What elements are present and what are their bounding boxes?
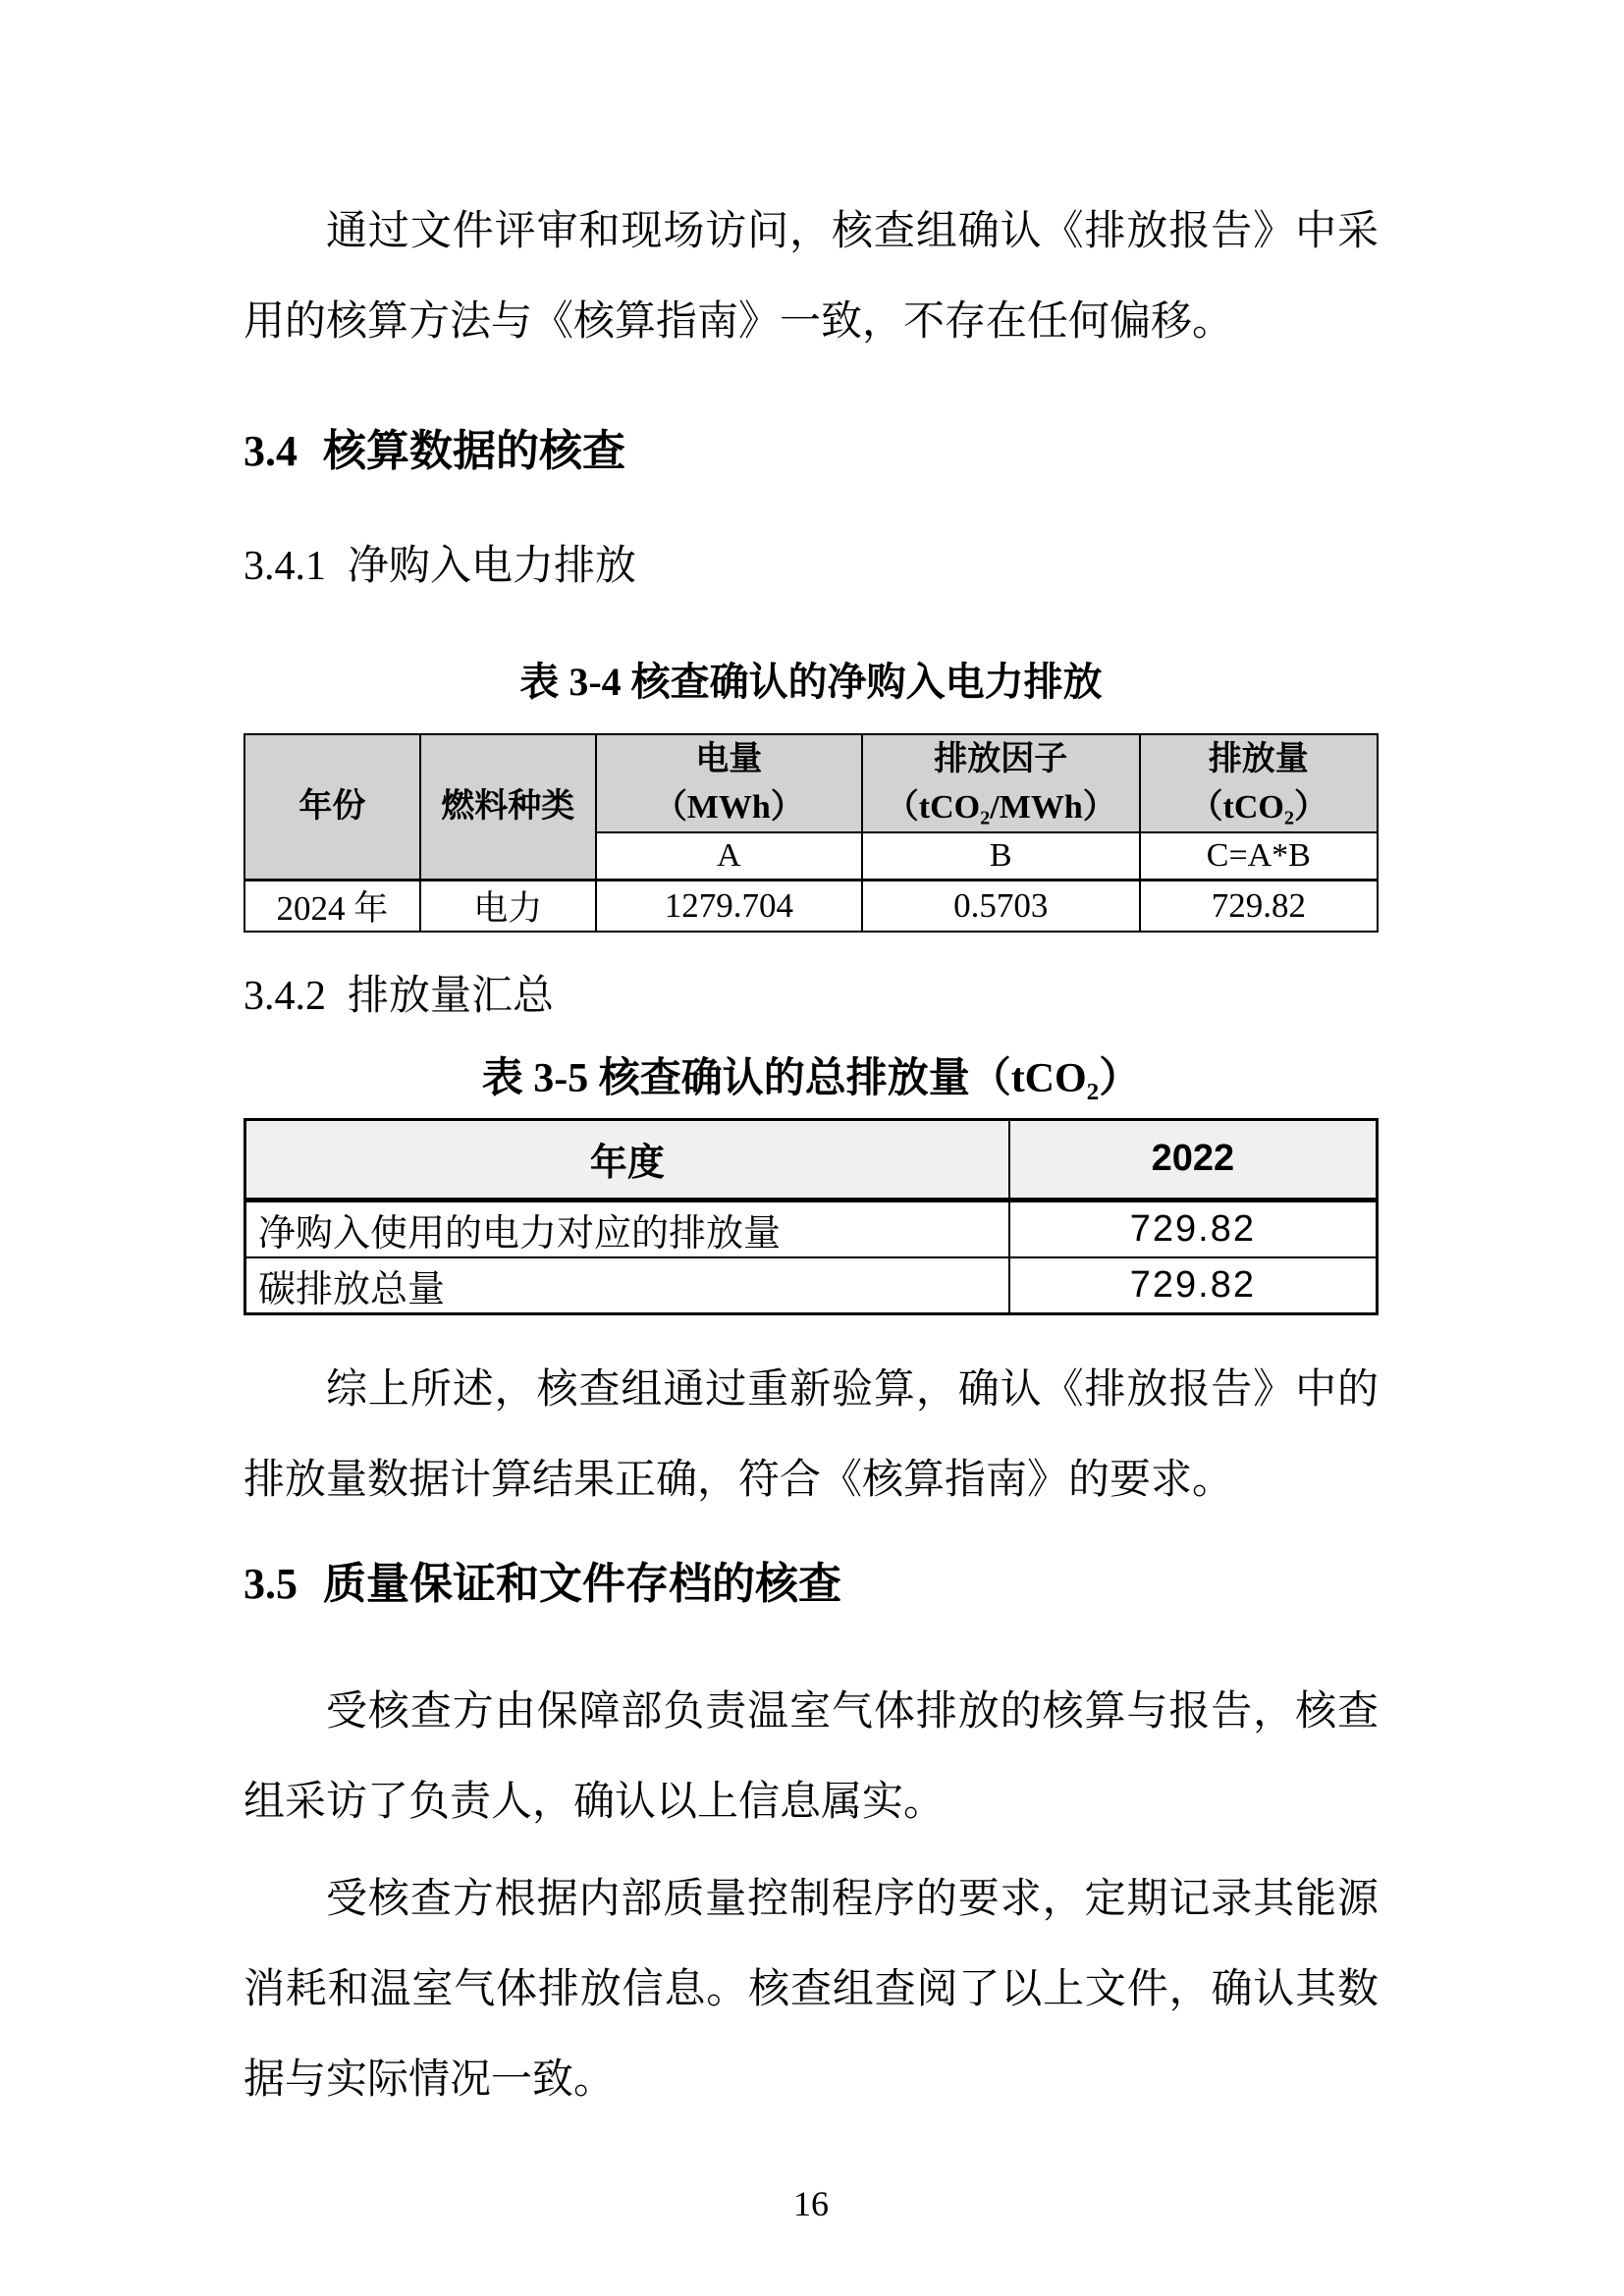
summary-paragraph: 综上所述，核查组通过重新验算，确认《排放报告》中的排放量数据计算结果正确，符合《核算指南》的要求。 [244,1366,1379,1504]
header-fuel-type: 燃料种类 [420,734,596,881]
intro-paragraph: 通过文件评审和现场访问，核查组确认《排放报告》中采用的核算方法与《核算指南》一致，不存在任何偏移。 [244,209,1379,346]
cell-power: 1279.704 [596,880,862,932]
row-value-total-emission: 729.82 [1009,1257,1378,1314]
table-3-4-caption: 表 3-4 核查确认的净购入电力排放 [519,659,1103,704]
section-title: 质量保证和文件存档的核查 [323,1559,841,1608]
table-3-4-data-row [244,880,1378,932]
header-emission-factor [862,734,1140,833]
table-3-5-caption: 表 3-5 核查确认的总排放量（tCO₂） [481,1056,1141,1102]
section-title: 核算数据的核查 [323,426,625,475]
cell-fuel: 电力 [420,880,596,932]
header-factor-line1: 排放因子 [934,740,1068,777]
header-period: 年度 [245,1119,1009,1200]
section-heading-3-5 [244,1556,1379,1612]
subsection-title: 净购入电力排放 [348,543,637,589]
table-3-4-header-row [244,734,1378,833]
qa-paragraph-1: 受核查方由保障部负责温室气体排放的核算与报告，核查组采访了负责人，确认以上信息属实。 [244,1688,1379,1826]
row-label-total-emission: 碳排放总量 [245,1257,1009,1314]
section-number: 3.5 [244,1559,298,1608]
cell-year: 2024 年 [244,880,420,932]
cell-factor: 0.5703 [862,880,1140,932]
header-power-line2: （MWh） [653,788,804,826]
subsection-title: 排放量汇总 [348,973,555,1019]
cell-emission: 729.82 [1140,880,1378,932]
section-heading-3-4-1 [244,540,1379,594]
header-power [596,734,862,833]
row-label-electricity-emission: 净购入使用的电力对应的排放量 [245,1200,1009,1257]
row-value-electricity-emission: 729.82 [1009,1200,1378,1257]
header-year-2022: 2022 [1009,1119,1378,1200]
subsection-number: 3.4.1 [244,543,326,589]
subsection-number: 3.4.2 [244,973,326,1019]
header-emission-line2: （tCO₂） [1189,788,1328,826]
section-heading-3-4-2 [244,970,1379,1024]
header-emission-line1: 排放量 [1208,740,1309,777]
table-3-4 [244,733,1379,933]
page-number: 16 [793,2183,829,2223]
table-3-5-header-row [245,1119,1378,1200]
formula-a: A [596,832,862,880]
header-factor-line2: （tCO₂/MWh） [885,788,1116,826]
header-power-line1: 电量 [695,740,763,777]
table-3-5 [244,1118,1379,1315]
section-heading-3-4 [244,423,1379,479]
formula-c: C=A*B [1140,832,1378,880]
formula-b: B [862,832,1140,880]
section-number: 3.4 [244,426,298,475]
qa-paragraph-2: 受核查方根据内部质量控制程序的要求，定期记录其能源消耗和温室气体排放信息。核查组查阅了以上文件，确认其数据与实际情况一致。 [244,1876,1379,2104]
table-row [245,1257,1378,1314]
table-row [245,1200,1378,1257]
header-emission [1140,734,1378,833]
header-year: 年份 [244,734,420,881]
